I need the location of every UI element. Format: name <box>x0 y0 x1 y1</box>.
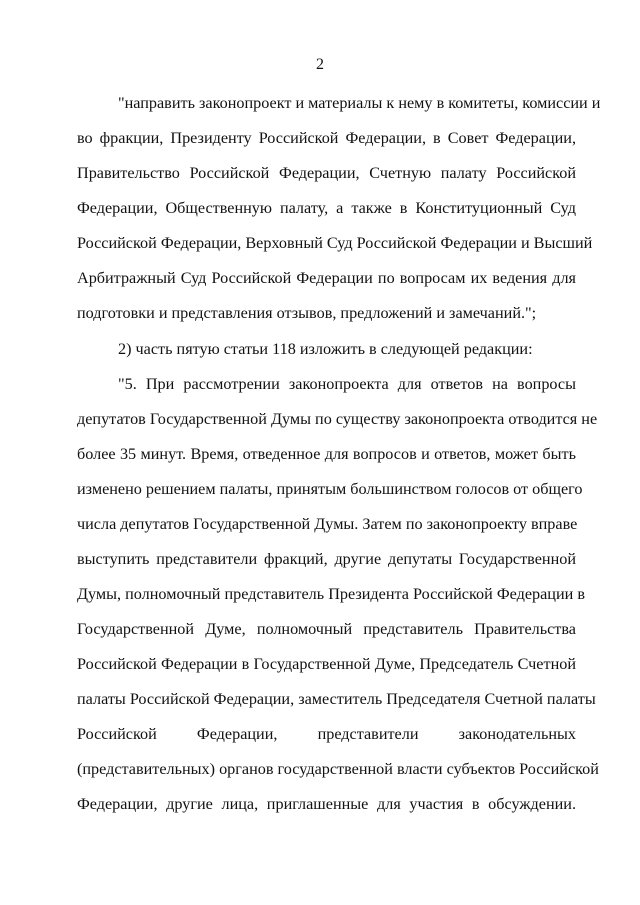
text-line: 2) часть пятую статьи 118 изложить в следующей редакции: <box>118 340 533 358</box>
text-line: "направить законопроект и материалы к нему в комитеты, комиссии и <box>118 94 601 112</box>
text-line: палаты Российской Федерации, заместитель Председателя Счетной палаты <box>77 690 596 708</box>
text-line: изменено решением палаты, принятым большинством голосов от общего <box>77 480 583 498</box>
text-line: Российской Федерации, представители законодательных <box>77 725 576 743</box>
text-line: Федерации, Общественную палату, а также в Конституционный Суд <box>77 199 576 217</box>
text-line: (представительных) органов государственной власти субъектов Российской <box>77 760 599 778</box>
text-line: Арбитражный Суд Российской Федерации по вопросам их ведения для <box>77 269 576 287</box>
text-line: Российской Федерации в Государственной Думе, Председатель Счетной <box>77 655 576 673</box>
text-line: Думы, полномочный представитель Президента Российской Федерации в <box>77 585 585 603</box>
text-line: более 35 минут. Время, отведенное для вопросов и ответов, может быть <box>77 445 576 463</box>
text-line: "5. При рассмотрении законопроекта для ответов на вопросы <box>118 375 576 393</box>
text-line: выступить представители фракций, другие депутаты Государственной <box>77 550 576 568</box>
text-line: во фракции, Президенту Российской Федерации, в Совет Федерации, <box>77 129 576 147</box>
text-line: подготовки и представления отзывов, предложений и замечаний."; <box>77 304 537 322</box>
text-line: Государственной Думе, полномочный представитель Правительства <box>77 620 576 638</box>
text-line: Российской Федерации, Верховный Суд Российской Федерации и Высший <box>77 234 593 252</box>
text-line: числа депутатов Государственной Думы. Затем по законопроекту вправе <box>77 515 578 533</box>
text-line: депутатов Государственной Думы по существу законопроекта отводится не <box>77 410 598 428</box>
text-line: Правительство Российской Федерации, Счетную палату Российской <box>77 164 576 182</box>
text-line: Федерации, другие лица, приглашенные для участия в обсуждении. <box>77 795 576 813</box>
page-number: 2 <box>316 56 324 73</box>
